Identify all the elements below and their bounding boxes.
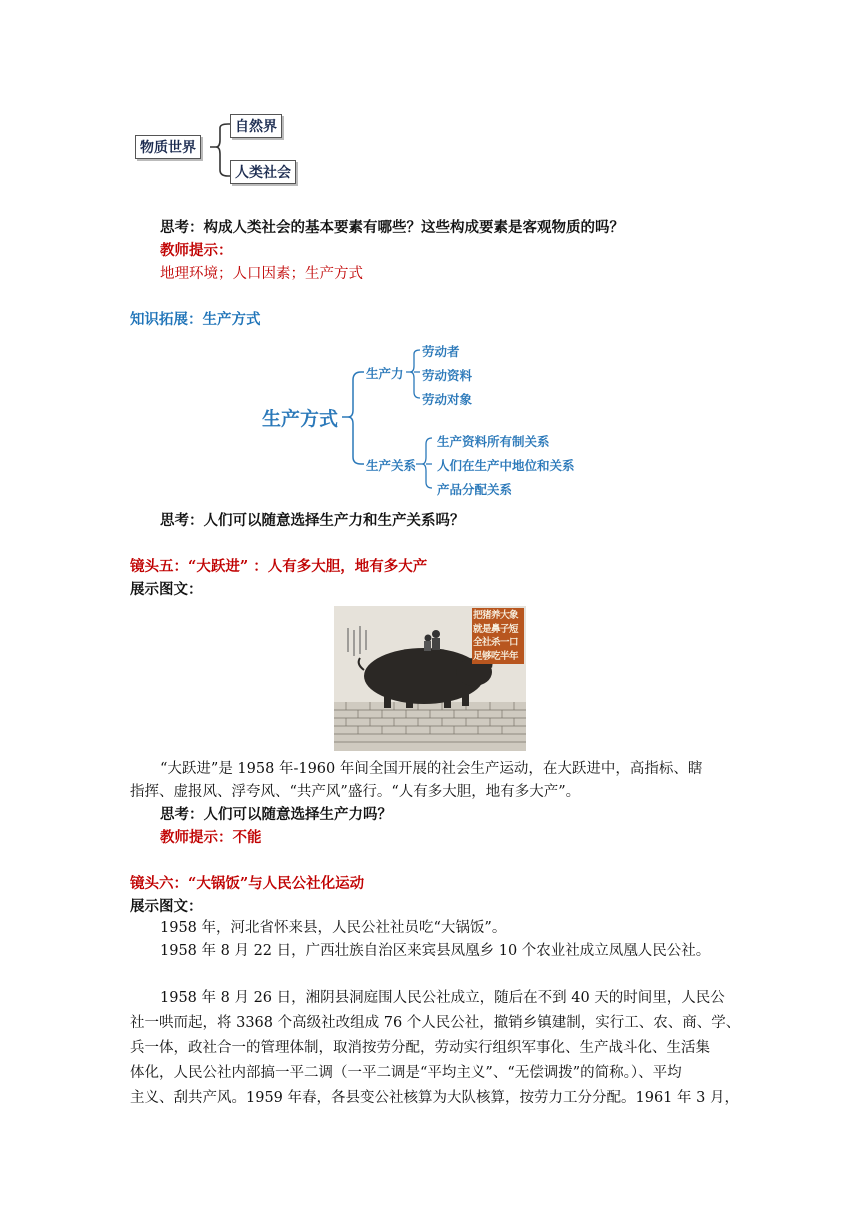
poster-slogan-line-1: 把猪养大象 bbox=[473, 610, 519, 621]
poster-slogan-line-4: 足够吃半年 bbox=[473, 650, 519, 662]
diagram2-rel-item-1: 生产资料所有制关系 bbox=[437, 434, 550, 449]
knowledge-extension-heading: 知识拓展：生产方式 bbox=[130, 311, 261, 328]
think-question-3: 思考：人们可以随意选择生产力吗？ bbox=[160, 806, 392, 823]
think-question-2: 思考：人们可以随意选择生产力和生产关系吗？ bbox=[160, 512, 465, 529]
section6-paragraph-line-2: 社一哄而起，将 3368 个高级社改组成 76 个人民公社，撤销乡镇建制，实行工、农、商、学、 bbox=[130, 1015, 741, 1031]
poster-slogan bbox=[473, 609, 523, 663]
section6-paragraph-line-3: 兵一体，政社合一的管理体制，取消按劳分配，劳动实行组织军事化、生产战斗化、生活集 bbox=[130, 1040, 710, 1056]
section6-title: 镜头六：“大锅饭”与人民公社化运动 bbox=[130, 875, 365, 892]
diagram2-pf-item-1: 劳动者 bbox=[422, 344, 460, 359]
diagram2-root: 生产方式 bbox=[262, 408, 339, 430]
diagram2-relations: 生产关系 bbox=[366, 458, 417, 473]
teacher-hint-answer-1: 地理环境；人口因素；生产方式 bbox=[160, 266, 363, 282]
poster-slogan-line-2: 就是鼻子短 bbox=[473, 623, 519, 635]
section5-paragraph-line-1: “大跃进”是 1958 年-1960 年间全国开展的社会生产运动，在大跃进中，高指标、瞎 bbox=[160, 761, 703, 777]
teacher-hint-label-1: 教师提示： bbox=[160, 242, 233, 259]
diagram2-rel-item-3: 产品分配关系 bbox=[437, 482, 513, 497]
diagram2-rel-item-2: 人们在生产中地位和关系 bbox=[437, 458, 575, 473]
section5-paragraph-line-2: 指挥、虚报风、浮夸风、“共产风”盛行。“人有多大胆，地有多大产”。 bbox=[130, 784, 581, 800]
section6-paragraph-line-4: 体化，人民公社内部搞一平二调（一平二调是“平均主义”、“无偿调拨”的简称。）、平均 bbox=[130, 1065, 682, 1081]
think-question-1: 思考：构成人类社会的基本要素有哪些？这些构成要素是客观物质的吗？ bbox=[160, 219, 624, 236]
diagram1-branch-nature: 自然界 bbox=[230, 114, 282, 138]
show-text-label-6: 展示图文： bbox=[130, 898, 203, 915]
poster-slogan-line-3: 全社杀一口 bbox=[473, 637, 519, 648]
diagram1-branch-society: 人类社会 bbox=[230, 160, 296, 184]
diagram1-root: 物质世界 bbox=[135, 135, 201, 159]
section6-line-2: 1958 年 8 月 22 日，广西壮族自治区来宾县凤凰乡 10 个农业社成立凤凰人民公社。 bbox=[160, 943, 711, 959]
show-text-label-5: 展示图文： bbox=[130, 581, 203, 598]
diagram2-productive-forces: 生产力 bbox=[366, 366, 404, 381]
teacher-hint-3: 教师提示：不能 bbox=[160, 829, 262, 846]
diagram2-pf-item-3: 劳动对象 bbox=[422, 392, 473, 407]
section6-paragraph-line-1: 1958 年 8 月 26 日，湘阴县洞庭围人民公社成立，随后在不到 40 天的时间里，人民公 bbox=[160, 990, 725, 1006]
great-leap-poster-image bbox=[334, 606, 526, 751]
section6-line-1: 1958 年，河北省怀来县，人民公社社员吃“大锅饭”。 bbox=[160, 920, 507, 936]
section6-paragraph-line-5: 主义、刮共产风。1959 年春，各县变公社核算为大队核算，按劳力工分分配。1961 年 3 月， bbox=[130, 1090, 739, 1106]
diagram2-pf-item-2: 劳动资料 bbox=[422, 368, 473, 383]
section5-title: 镜头五：“大跃进” ：人有多大胆，地有多大产 bbox=[130, 558, 428, 575]
